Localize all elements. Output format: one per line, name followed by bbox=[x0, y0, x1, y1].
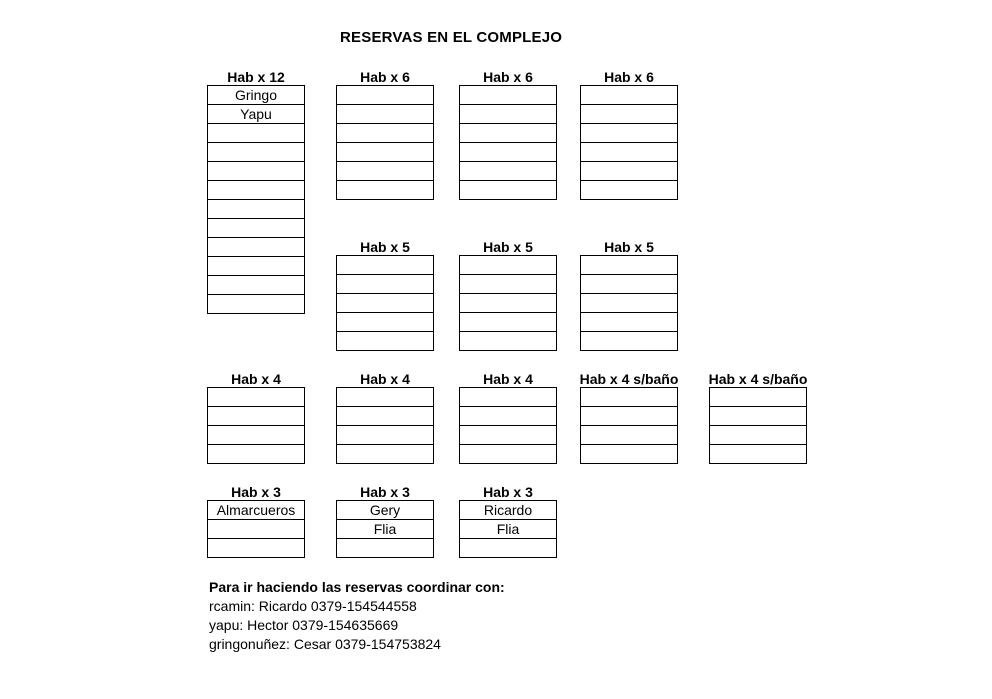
room-slots bbox=[459, 387, 557, 464]
room-slots bbox=[580, 255, 678, 351]
room-table bbox=[336, 371, 434, 464]
reservation-slot bbox=[336, 407, 434, 426]
reservation-slot bbox=[336, 445, 434, 464]
reservation-slot bbox=[580, 332, 678, 351]
room-table bbox=[336, 484, 434, 558]
reservation-slot: Ricardo bbox=[459, 501, 557, 520]
reservation-slot bbox=[207, 219, 305, 238]
room-label: Hab x 12 bbox=[227, 69, 285, 85]
reservation-slot bbox=[580, 426, 678, 445]
page-title: RESERVAS EN EL COMPLEJO bbox=[340, 29, 563, 46]
reservation-slot bbox=[709, 426, 807, 445]
reservation-slot bbox=[580, 275, 678, 294]
room-label: Hab x 4 s/baño bbox=[708, 371, 808, 387]
room-label: Hab x 3 bbox=[231, 484, 281, 500]
reservation-slot bbox=[459, 105, 557, 124]
reservation-slot bbox=[580, 105, 678, 124]
reservation-slot: Gringo bbox=[207, 86, 305, 105]
footer-heading: Para ir haciendo las reservas coordinar con: bbox=[209, 579, 505, 595]
room-table bbox=[580, 69, 678, 200]
room-label: Hab x 5 bbox=[604, 239, 654, 255]
room-slots bbox=[336, 387, 434, 464]
reservation-slot bbox=[580, 86, 678, 105]
reservation-slot: Gery bbox=[336, 501, 434, 520]
room-slots bbox=[207, 85, 305, 314]
reservation-slot bbox=[459, 143, 557, 162]
reservation-slot: Almarcueros bbox=[207, 501, 305, 520]
reservation-slot bbox=[580, 143, 678, 162]
reservation-slot bbox=[336, 388, 434, 407]
room-table bbox=[459, 69, 557, 200]
reservation-slot bbox=[207, 426, 305, 445]
reservation-slot bbox=[580, 445, 678, 464]
reservation-slot bbox=[459, 445, 557, 464]
reservation-slot bbox=[459, 539, 557, 558]
room-table bbox=[459, 484, 557, 558]
room-label: Hab x 4 s/baño bbox=[579, 371, 679, 387]
reservation-slot bbox=[459, 256, 557, 275]
reservation-slot bbox=[580, 181, 678, 200]
reservation-slot bbox=[336, 313, 434, 332]
room-slots bbox=[709, 387, 807, 464]
reservation-slot bbox=[336, 539, 434, 558]
room-slots bbox=[336, 500, 434, 558]
reservation-slot bbox=[709, 407, 807, 426]
room-label: Hab x 4 bbox=[231, 371, 281, 387]
room-slots bbox=[580, 387, 678, 464]
reservation-slot bbox=[336, 294, 434, 313]
room-table bbox=[708, 371, 808, 464]
room-slots bbox=[459, 85, 557, 200]
contact-line: rcamin: Ricardo 0379-154544558 bbox=[209, 598, 417, 614]
reservation-slot bbox=[207, 124, 305, 143]
reservation-slot bbox=[459, 275, 557, 294]
reservation-slot bbox=[459, 294, 557, 313]
reservation-slot bbox=[207, 238, 305, 257]
room-slots bbox=[207, 387, 305, 464]
reservation-slot bbox=[336, 124, 434, 143]
reservation-slot bbox=[459, 162, 557, 181]
reservation-slot bbox=[336, 143, 434, 162]
room-label: Hab x 3 bbox=[360, 484, 410, 500]
reservation-slot bbox=[580, 124, 678, 143]
reservation-slot bbox=[580, 256, 678, 275]
contact-line: yapu: Hector 0379-154635669 bbox=[209, 617, 399, 633]
reservation-slot bbox=[207, 295, 305, 314]
reservation-slot: Yapu bbox=[207, 105, 305, 124]
reservation-slot bbox=[207, 407, 305, 426]
reservation-slot bbox=[207, 143, 305, 162]
reservation-slot bbox=[459, 407, 557, 426]
room-table bbox=[207, 371, 305, 464]
footer bbox=[209, 578, 505, 654]
room-table bbox=[580, 239, 678, 351]
room-slots bbox=[459, 500, 557, 558]
reservation-slot bbox=[709, 388, 807, 407]
room-slots bbox=[336, 255, 434, 351]
room-label: Hab x 3 bbox=[483, 484, 533, 500]
room-table bbox=[579, 371, 679, 464]
reservation-slot bbox=[580, 294, 678, 313]
reservation-slot bbox=[459, 86, 557, 105]
room-table bbox=[336, 239, 434, 351]
reservation-slot bbox=[336, 181, 434, 200]
room-table bbox=[336, 69, 434, 200]
reservation-slot bbox=[580, 162, 678, 181]
room-table bbox=[459, 371, 557, 464]
room-slots bbox=[580, 85, 678, 200]
room-slots bbox=[459, 255, 557, 351]
reservation-slot bbox=[459, 332, 557, 351]
room-label: Hab x 4 bbox=[360, 371, 410, 387]
room-label: Hab x 6 bbox=[604, 69, 654, 85]
reservation-slot bbox=[207, 520, 305, 539]
room-slots bbox=[336, 85, 434, 200]
reservation-slot bbox=[709, 445, 807, 464]
room-label: Hab x 5 bbox=[360, 239, 410, 255]
reservation-slot bbox=[207, 162, 305, 181]
room-label: Hab x 6 bbox=[483, 69, 533, 85]
reservation-slot bbox=[336, 275, 434, 294]
reservation-slot bbox=[336, 426, 434, 445]
reservation-slot bbox=[336, 86, 434, 105]
reservation-slot bbox=[459, 426, 557, 445]
reservation-slot bbox=[207, 388, 305, 407]
reservation-slot bbox=[336, 105, 434, 124]
room-label: Hab x 6 bbox=[360, 69, 410, 85]
room-table bbox=[207, 69, 305, 314]
reservation-slot bbox=[459, 181, 557, 200]
reservation-slot bbox=[580, 313, 678, 332]
reservation-slot bbox=[336, 332, 434, 351]
room-table bbox=[207, 484, 305, 558]
room-label: Hab x 5 bbox=[483, 239, 533, 255]
reservation-slot bbox=[207, 257, 305, 276]
reservation-slot bbox=[207, 539, 305, 558]
reservation-slot bbox=[459, 388, 557, 407]
room-slots bbox=[207, 500, 305, 558]
reservation-slot bbox=[580, 407, 678, 426]
room-label: Hab x 4 bbox=[483, 371, 533, 387]
reservation-slot bbox=[459, 313, 557, 332]
reservation-slot: Flia bbox=[459, 520, 557, 539]
reservation-slot bbox=[207, 181, 305, 200]
reservation-slot bbox=[336, 256, 434, 275]
reservation-slot bbox=[207, 445, 305, 464]
room-table bbox=[459, 239, 557, 351]
reservation-slot bbox=[336, 162, 434, 181]
reservation-slot bbox=[459, 124, 557, 143]
reservation-slot bbox=[207, 276, 305, 295]
contact-line: gringonuñez: Cesar 0379-154753824 bbox=[209, 636, 441, 652]
reservation-slot bbox=[580, 388, 678, 407]
reservation-slot: Flia bbox=[336, 520, 434, 539]
reservation-slot bbox=[207, 200, 305, 219]
